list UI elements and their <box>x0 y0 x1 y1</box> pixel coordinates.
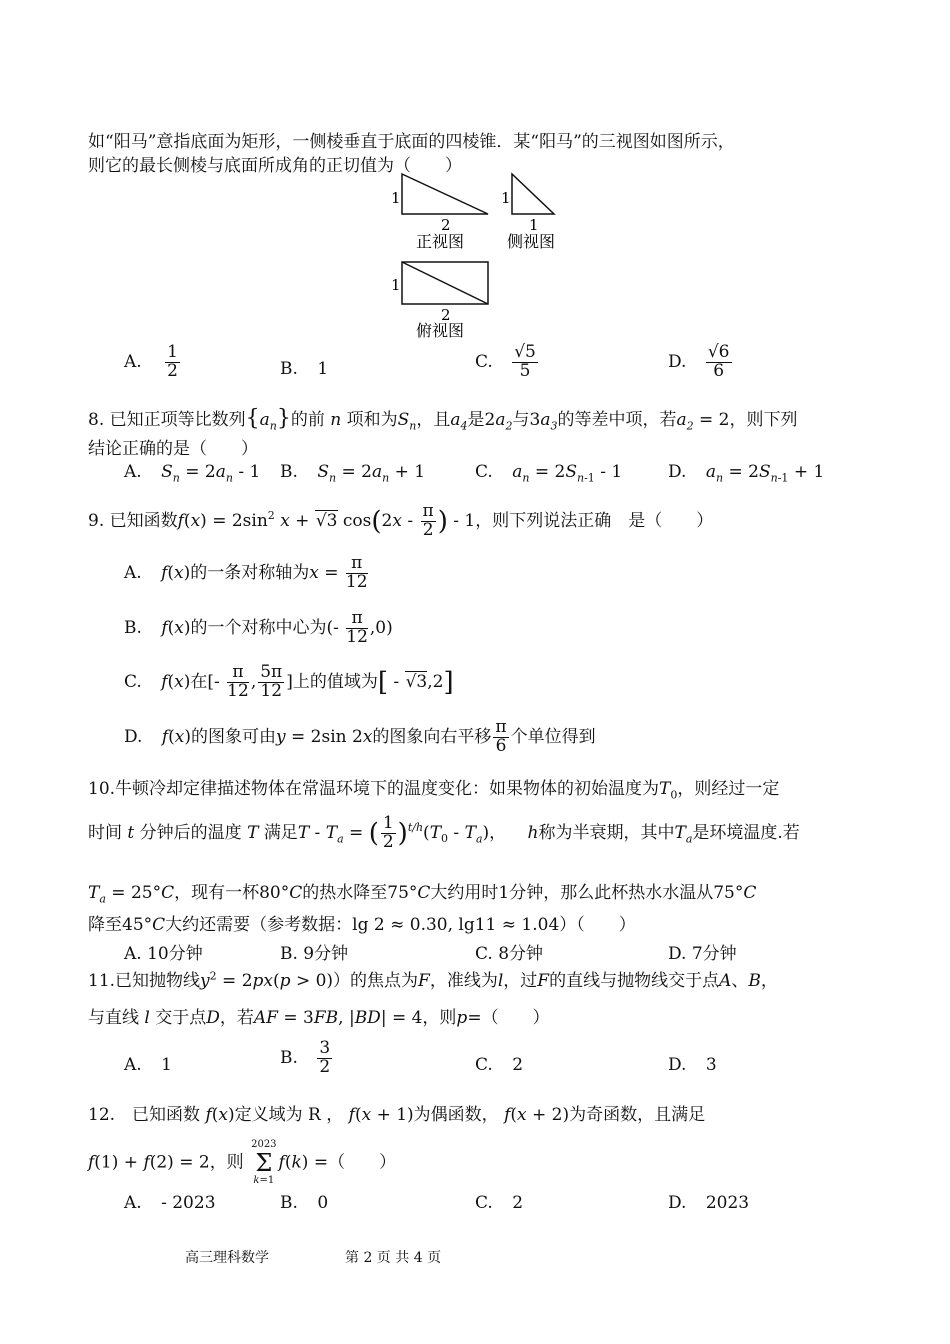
q12-option-b[interactable]: B. 0 <box>280 1193 329 1213</box>
q10-line4: 降至45°C大约还需要（参考数据：lg 2 ≈ 0.30, lg11 ≈ 1.04）（ ） <box>88 915 636 935</box>
q10-option-a[interactable]: A. 10分钟 <box>124 944 203 964</box>
side-view-height: 1 <box>501 189 511 207</box>
q12-line1: 12. 已知函数 f(x)定义域为 R ， f(x + 1)为偶函数， f(x + 2)为奇函数，且满足 <box>88 1105 706 1125</box>
top-view-label: 俯视图 <box>416 321 465 340</box>
top-view-diagonal <box>402 262 488 304</box>
q7-line2: 则它的最长侧棱与底面所成角的正切值为（ ） <box>88 156 462 176</box>
three-view-figure <box>385 168 575 343</box>
q7-line1: 如“阳马”意指底面为矩形，一侧棱垂直于底面的四棱锥．某“阳马”的三视图如图所示， <box>88 132 735 152</box>
q8-option-d[interactable]: D. $a_n = 2S_{n-1} + 1$ <box>668 462 825 485</box>
q11-option-b[interactable]: B. $\frac{3}{2}$ <box>280 1038 331 1077</box>
q9-option-c[interactable]: C. f(x)在[- $\frac{\pi}{12}$ , $\frac{5\pi}{12}$ ]上的值域为[ - √3,2] <box>124 662 454 701</box>
q9-option-d[interactable]: D. f(x)的图象可由y = 2sin 2x的图象向右平移 $\frac{\pi}{6}$ 个单位得到 <box>124 717 596 756</box>
q12-line2: f(1) + f(2) = 2，则 2023 Σ k=1 f(k) =（ ） <box>88 1139 397 1186</box>
q10-option-c[interactable]: C. 8分钟 <box>475 944 544 964</box>
q11-line2: 与直线 l 交于点D，若AF = 3FB, |BD| = 4，则p=（ ） <box>88 1008 550 1028</box>
side-view-width: 1 <box>529 216 539 234</box>
q9-option-b[interactable]: B. f(x)的一个对称中心为(- $\frac{\pi}{12}$ ,0) <box>124 608 393 647</box>
q12-option-c[interactable]: C. 2 <box>475 1193 524 1213</box>
q8-option-b[interactable]: B. $S_n = 2a_n + 1$ <box>280 462 426 485</box>
q11-option-a[interactable]: A. 1 <box>124 1055 172 1075</box>
q9-stem: 9. 已知函数$f(x) = 2\sin^2$ x + √3 cos(2x - $\frac{\pi}{2}$ ) - 1，则下列说法正确 是（ ） <box>88 501 714 540</box>
front-view-triangle <box>402 174 488 214</box>
q10-option-d[interactable]: D. 7分钟 <box>668 944 737 964</box>
side-view-triangle <box>512 174 554 214</box>
front-view-height: 1 <box>391 189 401 207</box>
footer-page-number: 第 2 页 共 4 页 <box>345 1250 442 1266</box>
q8-option-a[interactable]: A. $S_n = 2a_n - 1$ <box>124 462 261 485</box>
q11-line1: 11.已知抛物线$y^2 = 2px(p > 0)$）的焦点为F，准线为l，过F的直线与抛物线交于点A、B， <box>88 969 778 991</box>
q10-line2: 时间 t 分钟后的温度 T 满足T - $T_a$ = ( $\frac{1}{2}$ )$^{t/h}(T_0 - T_a)$， h称为半衰期，其中$T_a$是环境温度.若 <box>88 813 800 852</box>
q9-option-a[interactable]: A. f(x)的一条对称轴为x = $\frac{\pi}{12}$ <box>124 553 368 592</box>
q7-option-d[interactable]: D. $\frac{√6}{6}$ <box>668 342 730 381</box>
q7-option-a[interactable]: A. $\frac{1}{2}$ <box>124 342 178 381</box>
q10-line1: 10.牛顿冷却定律描述物体在常温环境下的温度变化：如果物体的初始温度为$T_0$，则经过一定 <box>88 779 780 802</box>
front-view-width: 2 <box>441 216 451 234</box>
q11-option-d[interactable]: D. 3 <box>668 1055 717 1075</box>
q7-option-c[interactable]: C. $\frac{√5}{5}$ <box>475 342 536 381</box>
q12-option-a[interactable]: A. - 2023 <box>124 1193 216 1213</box>
front-view-label: 正视图 <box>416 232 465 251</box>
q8-line2: 结论正确的是（ ） <box>88 439 258 459</box>
q10-option-b[interactable]: B. 9分钟 <box>280 944 349 964</box>
side-view-label: 侧视图 <box>507 232 556 251</box>
footer-subject: 高三理科数学 <box>185 1250 269 1266</box>
q11-option-c[interactable]: C. 2 <box>475 1055 524 1075</box>
q10-line3: $T_a = 25^\circ C$，现有一杯80°C的热水降至75°C大约用时1分钟，那么此杯热水水温从75°C <box>88 883 757 906</box>
q12-option-d[interactable]: D. 2023 <box>668 1193 750 1213</box>
top-view-height: 1 <box>391 276 401 294</box>
q7-option-b[interactable]: B. 1 <box>280 359 329 379</box>
q8-option-c[interactable]: C. $a_n = 2S_{n-1} - 1$ <box>475 462 623 485</box>
top-view-width: 2 <box>441 306 451 324</box>
q8-line1: 8. 已知正项等比数列$\{a_n\}$的前 n 项和为$S_n$，且$a_4$是$2a_2$与$3a_3$的等差中项，若$a_2 = 2$，则下列 <box>88 406 798 433</box>
